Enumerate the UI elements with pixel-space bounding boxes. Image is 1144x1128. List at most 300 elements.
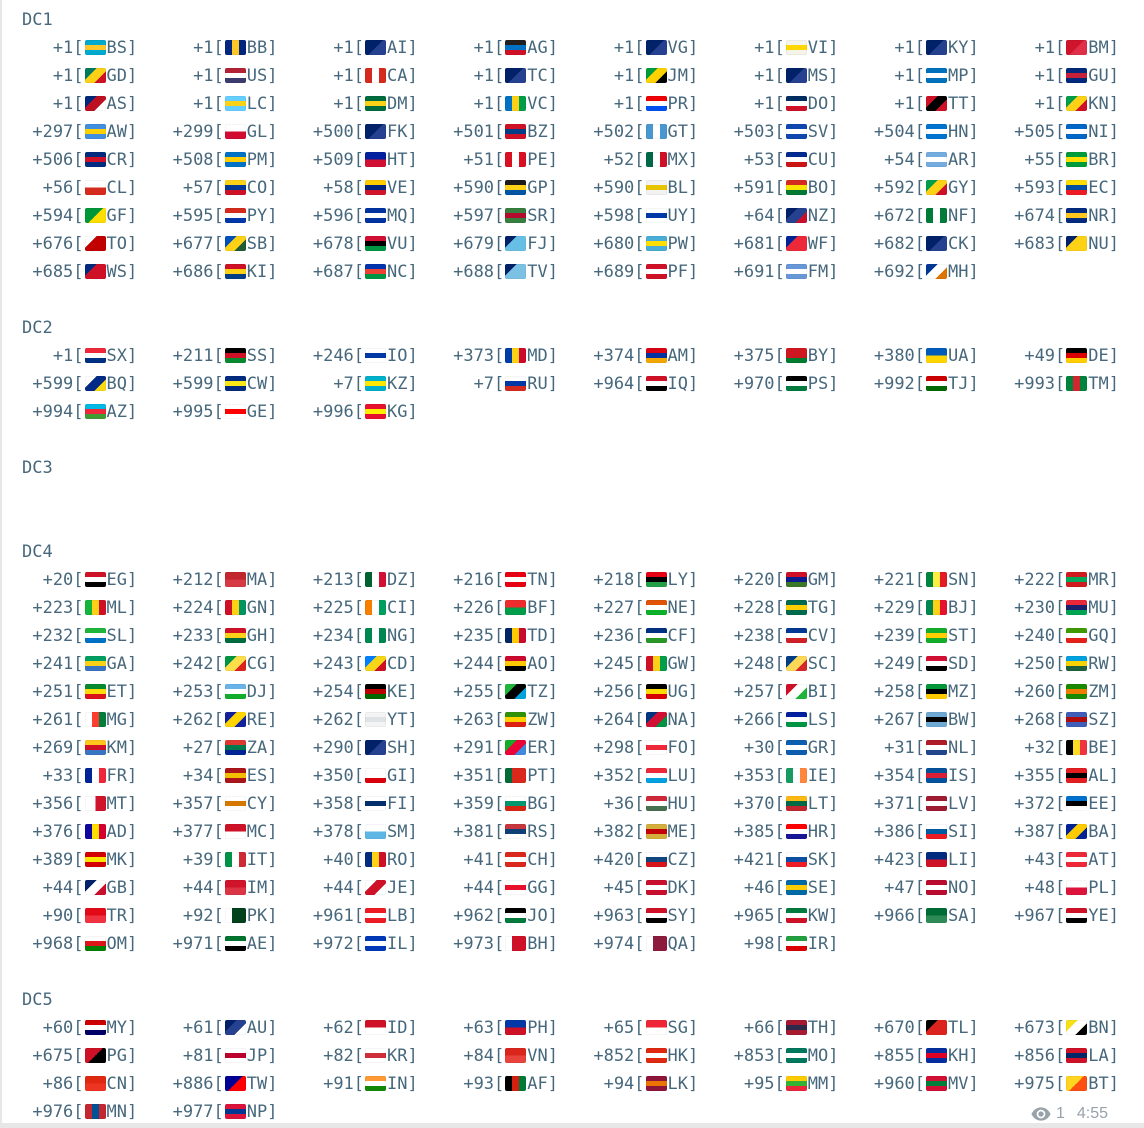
country-entry-fi: +358[ FI] — [312, 794, 418, 814]
flag-icon-tc — [505, 68, 526, 83]
flag-icon-mm — [786, 1076, 807, 1091]
country-entry-to: +676[ TO] — [32, 234, 138, 254]
country-entry-cv: +238[ CV] — [733, 626, 839, 646]
country-entry-tj: +992[ TJ] — [873, 374, 979, 394]
country-entry-kn: +1[ KN] — [1034, 94, 1119, 114]
flag-icon-nz — [786, 208, 807, 223]
country-entry-ke: +254[ KE] — [312, 682, 418, 702]
flag-icon-br — [1066, 152, 1087, 167]
country-entry-fj: +679[ FJ] — [453, 234, 558, 254]
country-entry-je: +44[ JE] — [323, 878, 418, 898]
flag-icon-kh — [926, 1048, 947, 1063]
country-entry-vu: +678[ VU] — [312, 234, 418, 254]
country-entry-uy: +598[ UY] — [593, 206, 699, 226]
country-entry-nu: +683[ NU] — [1014, 234, 1119, 254]
country-entry-td: +235[ TD] — [453, 626, 558, 646]
country-entry-br: +55[ BR] — [1024, 150, 1119, 170]
country-entry-ae: +971[ AE] — [172, 934, 278, 954]
flag-icon-wf — [786, 236, 807, 251]
country-entry-bi: +257[ BI] — [733, 682, 839, 702]
flag-icon-tz — [505, 684, 526, 699]
flag-icon-hr — [786, 824, 807, 839]
flag-icon-bl — [646, 180, 667, 195]
country-entry-sr: +597[ SR] — [453, 206, 558, 226]
country-entry-gb: +44[ GB] — [42, 878, 138, 898]
flag-icon-ls — [786, 712, 807, 727]
country-entry-me: +382[ ME] — [593, 822, 699, 842]
flag-icon-qa — [646, 936, 667, 951]
country-entry-ca: +1[ CA] — [333, 66, 418, 86]
flag-icon-ni — [1066, 124, 1087, 139]
flag-icon-ss — [225, 348, 246, 363]
flag-icon-cy — [225, 796, 246, 811]
country-entry-am: +374[ AM] — [593, 346, 699, 366]
flag-icon-ne — [646, 600, 667, 615]
flag-icon-tn — [505, 572, 526, 587]
country-entry-si: +386[ SI] — [873, 822, 979, 842]
flag-icon-au — [225, 1020, 246, 1035]
flag-icon-ly — [646, 572, 667, 587]
flag-icon-hu — [646, 796, 667, 811]
flag-icon-az — [85, 404, 106, 419]
country-entry-ye: +967[ YE] — [1014, 906, 1119, 926]
flag-icon-tr — [85, 908, 106, 923]
country-entry-dm: +1[ DM] — [333, 94, 418, 114]
flag-icon-om — [85, 936, 106, 951]
flag-icon-ms — [786, 68, 807, 83]
country-entry-fm: +691[ FM] — [733, 262, 839, 282]
flag-icon-tw — [225, 1076, 246, 1091]
country-entry-sm: +378[ SM] — [312, 822, 418, 842]
flag-icon-fk — [365, 124, 386, 139]
country-entry-sc: +248[ SC] — [733, 654, 839, 674]
flag-icon-ve — [365, 180, 386, 195]
country-entry-bj: +229[ BJ] — [873, 598, 979, 618]
country-entry-pl: +48[ PL] — [1024, 878, 1119, 898]
country-entry-et: +251[ ET] — [32, 682, 138, 702]
flag-icon-mc — [225, 824, 246, 839]
flag-icon-rs — [505, 824, 526, 839]
country-entry-il: +972[ IL] — [312, 934, 418, 954]
flag-icon-ee — [1066, 796, 1087, 811]
country-entry-lt: +370[ LT] — [733, 794, 839, 814]
flag-icon-la — [1066, 1048, 1087, 1063]
flag-icon-et — [85, 684, 106, 699]
country-entry-gg: +44[ GG] — [463, 878, 558, 898]
flag-icon-do — [786, 96, 807, 111]
flag-icon-ke — [365, 684, 386, 699]
country-entry-bf: +226[ BF] — [453, 598, 558, 618]
country-entry-pg: +675[ PG] — [32, 1046, 138, 1066]
flag-icon-ai — [365, 40, 386, 55]
flag-icon-tg — [786, 600, 807, 615]
country-entry-li: +423[ LI] — [873, 850, 979, 870]
country-entry-ls: +266[ LS] — [733, 710, 839, 730]
flag-icon-ad — [85, 824, 106, 839]
flag-icon-ug — [646, 684, 667, 699]
flag-icon-fi — [365, 796, 386, 811]
country-entry-my: +60[ MY] — [42, 1018, 138, 1038]
flag-icon-ba — [1066, 824, 1087, 839]
flag-icon-rw — [1066, 656, 1087, 671]
country-entry-ai: +1[ AI] — [333, 38, 418, 58]
flag-icon-ht — [365, 152, 386, 167]
country-entry-tc: +1[ TC] — [473, 66, 558, 86]
flag-icon-sc — [786, 656, 807, 671]
country-entry-cy: +357[ CY] — [172, 794, 278, 814]
flag-icon-gi — [365, 768, 386, 783]
country-entry-hn: +504[ HN] — [873, 122, 979, 142]
country-entry-om: +968[ OM] — [32, 934, 138, 954]
flag-icon-bh — [505, 936, 526, 951]
flag-icon-pl — [1066, 880, 1087, 895]
flag-icon-np — [225, 1104, 246, 1119]
country-entry-sh: +290[ SH] — [312, 738, 418, 758]
country-entry-ua: +380[ UA] — [873, 346, 979, 366]
country-entry-ni: +505[ NI] — [1014, 122, 1119, 142]
country-entry-nz: +64[ NZ] — [743, 206, 839, 226]
country-entry-gp: +590[ GP] — [453, 178, 558, 198]
flag-icon-ky — [926, 40, 947, 55]
flag-icon-za — [225, 740, 246, 755]
flag-icon-ec — [1066, 180, 1087, 195]
country-entry-lk: +94[ LK] — [603, 1074, 699, 1094]
section-header-dc4: DC4 — [22, 542, 53, 562]
flag-icon-mh — [926, 264, 947, 279]
country-entry-ms: +1[ MS] — [754, 66, 839, 86]
flag-icon-bf — [505, 600, 526, 615]
flag-icon-gr — [786, 740, 807, 755]
country-entry-lc: +1[ LC] — [193, 94, 278, 114]
country-entry-io: +246[ IO] — [312, 346, 418, 366]
flag-icon-ye — [1066, 908, 1087, 923]
country-entry-ie: +353[ IE] — [733, 766, 839, 786]
country-entry-zw: +263[ ZW] — [453, 710, 558, 730]
country-grid — [0, 34, 1122, 286]
country-entry-gu: +1[ GU] — [1034, 66, 1119, 86]
flag-icon-ng — [365, 628, 386, 643]
flag-icon-ro — [365, 852, 386, 867]
flag-icon-ge — [225, 404, 246, 419]
country-entry-fr: +33[ FR] — [42, 766, 138, 786]
country-entry-as: +1[ AS] — [52, 94, 138, 114]
views-count: 1 — [1055, 1105, 1065, 1122]
flag-icon-vn — [505, 1048, 526, 1063]
country-entry-mg: +261[ MG] — [32, 710, 138, 730]
country-entry-cn: +86[ CN] — [42, 1074, 138, 1094]
country-entry-tn: +216[ TN] — [453, 570, 558, 590]
country-entry-mq: +596[ MQ] — [312, 206, 418, 226]
country-entry-tr: +90[ TR] — [42, 906, 138, 926]
country-entry-bm: +1[ BM] — [1034, 38, 1119, 58]
country-entry-kw: +965[ KW] — [733, 906, 839, 926]
country-entry-km: +269[ KM] — [32, 738, 138, 758]
flag-icon-gy — [926, 180, 947, 195]
flag-icon-dz — [365, 572, 386, 587]
country-entry-qa: +974[ QA] — [593, 934, 699, 954]
flag-icon-cd — [365, 656, 386, 671]
flag-icon-sb — [225, 236, 246, 251]
country-entry-co: +57[ CO] — [182, 178, 278, 198]
flag-icon-tm — [1066, 376, 1087, 391]
flag-icon-ru — [505, 376, 526, 391]
country-entry-ug: +256[ UG] — [593, 682, 699, 702]
flag-icon-bt — [1066, 1076, 1087, 1091]
country-entry-re: +262[ RE] — [172, 710, 278, 730]
flag-icon-mx — [646, 152, 667, 167]
flag-icon-gp — [505, 180, 526, 195]
country-entry-sb: +677[ SB] — [172, 234, 278, 254]
flag-icon-it — [225, 852, 246, 867]
flag-icon-gn — [225, 600, 246, 615]
country-entry-cf: +236[ CF] — [593, 626, 699, 646]
country-entry-eg: +20[ EG] — [42, 570, 138, 590]
flag-icon-co — [225, 180, 246, 195]
country-entry-jm: +1[ JM] — [613, 66, 699, 86]
flag-icon-tj — [926, 376, 947, 391]
flag-icon-pw — [646, 236, 667, 251]
flag-icon-zw — [505, 712, 526, 727]
country-grid — [0, 566, 1122, 958]
flag-icon-py — [225, 208, 246, 223]
country-entry-er: +291[ ER] — [453, 738, 558, 758]
country-entry-ad: +376[ AD] — [32, 822, 138, 842]
country-entry-iq: +964[ IQ] — [593, 374, 699, 394]
flag-icon-vg — [646, 40, 667, 55]
country-entry-mm: +95[ MM] — [743, 1074, 839, 1094]
country-entry-gr: +30[ GR] — [743, 738, 839, 758]
flag-icon-lt — [786, 796, 807, 811]
flag-icon-kg — [365, 404, 386, 419]
country-entry-in: +91[ IN] — [323, 1074, 418, 1094]
country-entry-bw: +267[ BW] — [873, 710, 979, 730]
flag-icon-se — [786, 880, 807, 895]
country-entry-vi: +1[ VI] — [754, 38, 839, 58]
country-entry-pf: +689[ PF] — [593, 262, 699, 282]
flag-icon-pm — [225, 152, 246, 167]
flag-icon-ck — [926, 236, 947, 251]
country-entry-cw: +599[ CW] — [172, 374, 278, 394]
country-entry-bn: +673[ BN] — [1014, 1018, 1119, 1038]
country-entry-za: +27[ ZA] — [182, 738, 278, 758]
flag-icon-jo — [505, 908, 526, 923]
flag-icon-gm — [786, 572, 807, 587]
flag-icon-jm — [646, 68, 667, 83]
flag-icon-gl — [225, 124, 246, 139]
flag-icon-st — [926, 628, 947, 643]
flag-icon-pt — [505, 768, 526, 783]
country-entry-lv: +371[ LV] — [873, 794, 979, 814]
flag-icon-pg — [85, 1048, 106, 1063]
flag-icon-sm — [365, 824, 386, 839]
country-entry-nl: +31[ NL] — [884, 738, 979, 758]
flag-icon-ph — [505, 1020, 526, 1035]
flag-icon-de — [1066, 348, 1087, 363]
country-entry-jo: +962[ JO] — [453, 906, 558, 926]
flag-icon-mz — [926, 684, 947, 699]
flag-icon-tt — [926, 96, 947, 111]
flag-icon-il — [365, 936, 386, 951]
flag-icon-th — [786, 1020, 807, 1035]
message-meta — [1031, 1106, 1108, 1122]
country-entry-ng: +234[ NG] — [312, 626, 418, 646]
flag-icon-nu — [1066, 236, 1087, 251]
flag-icon-vu — [365, 236, 386, 251]
country-entry-pt: +351[ PT] — [453, 766, 558, 786]
flag-icon-ca — [365, 68, 386, 83]
flag-icon-to — [85, 236, 106, 251]
flag-icon-ir — [786, 936, 807, 951]
flag-icon-cu — [786, 152, 807, 167]
country-entry-ph: +63[ PH] — [463, 1018, 558, 1038]
flag-icon-pf — [646, 264, 667, 279]
flag-icon-pe — [505, 152, 526, 167]
country-entry-ao: +244[ AO] — [453, 654, 558, 674]
country-entry-tw: +886[ TW] — [172, 1074, 278, 1094]
flag-icon-km — [85, 740, 106, 755]
country-entry-cu: +53[ CU] — [743, 150, 839, 170]
flag-icon-af — [505, 1076, 526, 1091]
country-entry-tl: +670[ TL] — [873, 1018, 979, 1038]
country-entry-gf: +594[ GF] — [32, 206, 138, 226]
flag-icon-jp — [225, 1048, 246, 1063]
country-entry-mn: +976[ MN] — [32, 1102, 138, 1122]
flag-icon-be — [1066, 740, 1087, 755]
flag-icon-si — [926, 824, 947, 839]
flag-icon-vi — [786, 40, 807, 55]
flag-icon-sz — [1066, 712, 1087, 727]
country-entry-sa: +966[ SA] — [873, 906, 979, 926]
country-entry-bq: +599[ BQ] — [32, 374, 138, 394]
section-dc2 — [0, 314, 1144, 426]
country-entry-bg: +359[ BG] — [453, 794, 558, 814]
country-entry-mv: +960[ MV] — [873, 1074, 979, 1094]
flag-icon-mr — [1066, 572, 1087, 587]
section-header-dc5: DC5 — [22, 990, 53, 1010]
country-entry-py: +595[ PY] — [172, 206, 278, 226]
country-entry-by: +375[ BY] — [733, 346, 839, 366]
flag-icon-fo — [646, 740, 667, 755]
country-entry-la: +856[ LA] — [1014, 1046, 1119, 1066]
country-entry-st: +239[ ST] — [873, 626, 979, 646]
flag-icon-je — [365, 880, 386, 895]
flag-icon-gd — [85, 68, 106, 83]
message-text — [0, 6, 1144, 1128]
flag-icon-me — [646, 824, 667, 839]
country-entry-mz: +258[ MZ] — [873, 682, 979, 702]
country-entry-mk: +389[ MK] — [32, 850, 138, 870]
flag-icon-ie — [786, 768, 807, 783]
flag-icon-pr — [646, 96, 667, 111]
country-entry-tz: +255[ TZ] — [453, 682, 558, 702]
flag-icon-sy — [646, 908, 667, 923]
country-entry-id: +62[ ID] — [323, 1018, 418, 1038]
flag-icon-lk — [646, 1076, 667, 1091]
flag-icon-sr — [505, 208, 526, 223]
country-entry-mh: +692[ MH] — [873, 262, 979, 282]
flag-icon-zm — [1066, 684, 1087, 699]
flag-icon-bm — [1066, 40, 1087, 55]
country-entry-ge: +995[ GE] — [172, 402, 278, 422]
country-entry-gt: +502[ GT] — [593, 122, 699, 142]
flag-icon-er — [505, 740, 526, 755]
country-entry-gn: +224[ GN] — [172, 598, 278, 618]
country-entry-pm: +508[ PM] — [172, 150, 278, 170]
country-entry-is: +354[ IS] — [873, 766, 979, 786]
flag-icon-yt — [365, 712, 386, 727]
flag-icon-bw — [926, 712, 947, 727]
flag-icon-sx — [85, 348, 106, 363]
flag-icon-bo — [786, 180, 807, 195]
flag-icon-nc — [365, 264, 386, 279]
flag-icon-dj — [225, 684, 246, 699]
eye-icon — [1031, 1107, 1051, 1121]
country-entry-rs: +381[ RS] — [453, 822, 558, 842]
country-entry-sd: +249[ SD] — [873, 654, 979, 674]
flag-icon-mg — [85, 712, 106, 727]
country-entry-gm: +220[ GM] — [733, 570, 839, 590]
flag-icon-mp — [926, 68, 947, 83]
flag-icon-tv — [505, 264, 526, 279]
flag-icon-no — [926, 880, 947, 895]
flag-icon-hk — [646, 1048, 667, 1063]
flag-icon-sd — [926, 656, 947, 671]
country-entry-sz: +268[ SZ] — [1014, 710, 1119, 730]
section-dc3 — [0, 454, 1144, 482]
country-entry-gd: +1[ GD] — [52, 66, 138, 86]
flag-icon-vc — [505, 96, 526, 111]
country-entry-sk: +421[ SK] — [733, 850, 839, 870]
section-dc5 — [0, 986, 1144, 1126]
country-entry-al: +355[ AL] — [1014, 766, 1119, 786]
country-entry-nr: +674[ NR] — [1014, 206, 1119, 226]
country-entry-sy: +963[ SY] — [593, 906, 699, 926]
country-entry-jp: +81[ JP] — [182, 1046, 278, 1066]
country-entry-mx: +52[ MX] — [603, 150, 699, 170]
flag-icon-as — [85, 96, 106, 111]
country-entry-pr: +1[ PR] — [613, 94, 699, 114]
country-entry-kz: +7[ KZ] — [333, 374, 418, 394]
flag-icon-ao — [505, 656, 526, 671]
country-entry-bb: +1[ BB] — [193, 38, 278, 58]
country-entry-yt: +262[ YT] — [312, 710, 418, 730]
flag-icon-ag — [505, 40, 526, 55]
country-entry-rw: +250[ RW] — [1014, 654, 1119, 674]
section-header-dc3: DC3 — [22, 458, 53, 478]
flag-icon-sl — [85, 628, 106, 643]
flag-icon-mo — [786, 1048, 807, 1063]
country-entry-kg: +996[ KG] — [312, 402, 418, 422]
country-entry-ps: +970[ PS] — [733, 374, 839, 394]
country-entry-ly: +218[ LY] — [593, 570, 699, 590]
flag-icon-bi — [786, 684, 807, 699]
country-entry-hr: +385[ HR] — [733, 822, 839, 842]
flag-icon-td — [505, 628, 526, 643]
section-dc1 — [0, 6, 1144, 286]
flag-icon-bg — [505, 796, 526, 811]
country-entry-pw: +680[ PW] — [593, 234, 699, 254]
flag-icon-cw — [225, 376, 246, 391]
flag-icon-ar — [926, 152, 947, 167]
country-entry-ss: +211[ SS] — [172, 346, 278, 366]
flag-icon-sk — [786, 852, 807, 867]
country-entry-ne: +227[ NE] — [593, 598, 699, 618]
flag-icon-in — [365, 1076, 386, 1091]
country-entry-mu: +230[ MU] — [1014, 598, 1119, 618]
country-entry-bs: +1[ BS] — [52, 38, 138, 58]
flag-icon-cf — [646, 628, 667, 643]
flag-icon-gw — [646, 656, 667, 671]
